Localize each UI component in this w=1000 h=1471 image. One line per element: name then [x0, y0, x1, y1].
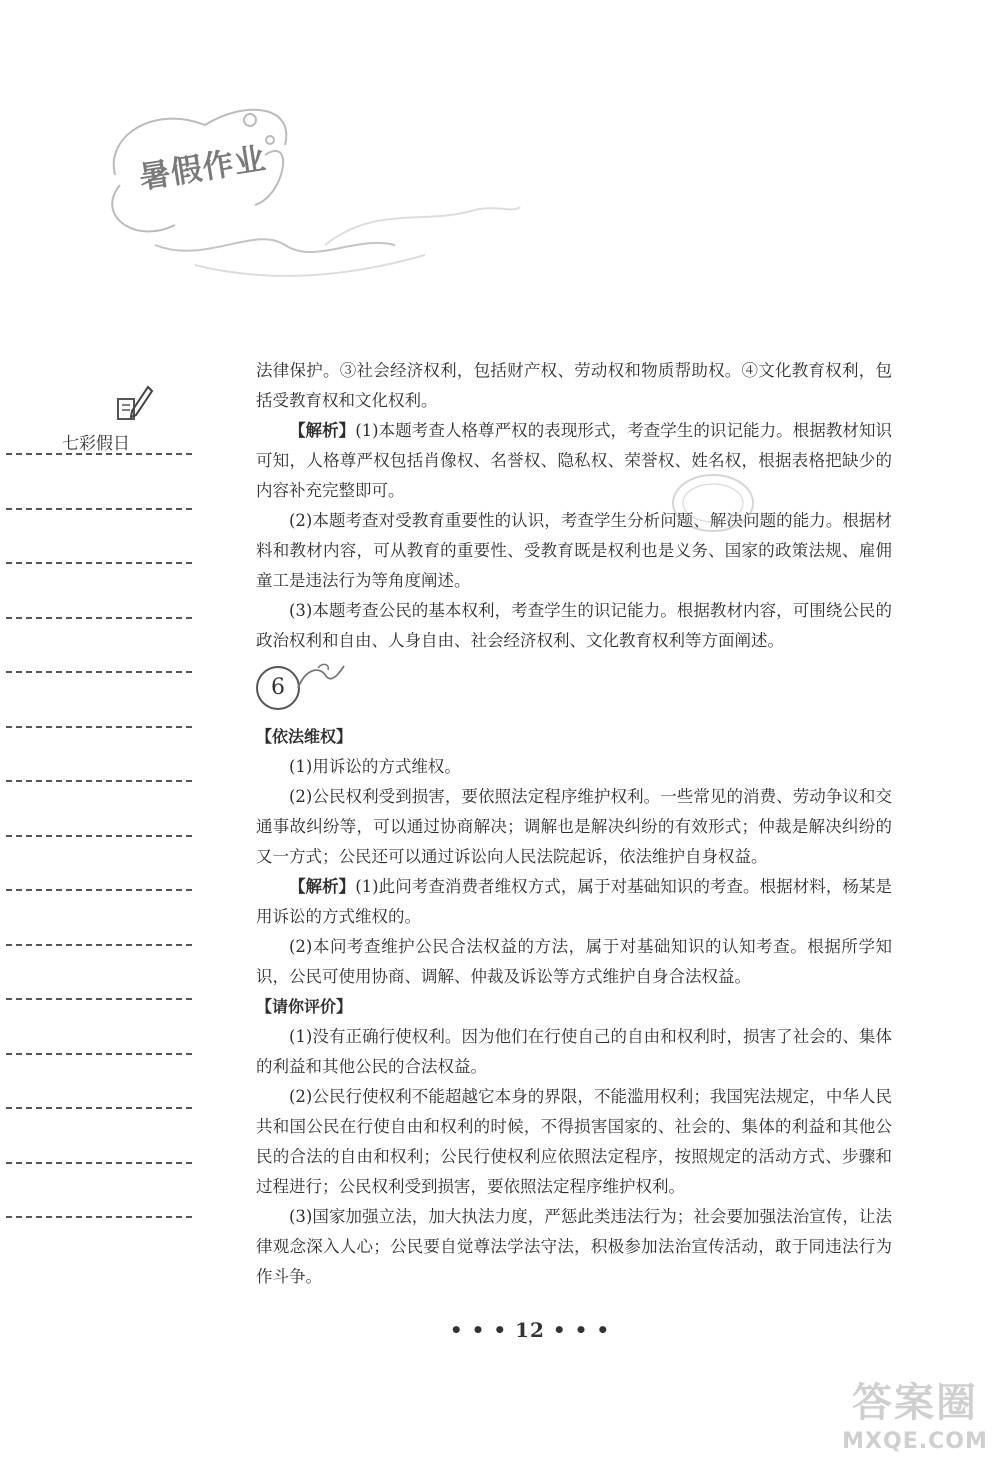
analysis-paragraph: 【解析】(1)此问考查消费者维权方式，属于对基础知识的考查。根据材料，杨某是用诉讼的方式维权的。: [256, 877, 893, 926]
watermark-site: MXQE.COM: [842, 1429, 988, 1454]
note-line: [6, 508, 192, 510]
note-line: [6, 780, 192, 782]
header-ornament: [95, 95, 525, 295]
stamp-icon: [668, 468, 758, 538]
note-line: [6, 1053, 192, 1055]
answer-content: [256, 356, 892, 1292]
note-line: [6, 726, 192, 728]
watermark: [835, 1378, 995, 1468]
section-heading-evaluate: 【请你评价】: [256, 997, 353, 1016]
watermark-logo: 答案圈: [852, 1380, 978, 1426]
note-line: [6, 453, 192, 455]
note-line: [6, 998, 192, 1000]
sidebar-label: 七彩假日: [62, 434, 130, 454]
flourish-icon: [296, 662, 346, 692]
intro-paragraph: 法律保护。③社会经济权利，包括财产权、劳动权和物质帮助权。④文化教育权利，包括受教育权和文化权利。: [256, 361, 892, 410]
analysis-tag: 【解析】: [289, 421, 356, 440]
pen-notebook-icon: [112, 385, 154, 429]
note-line: [6, 1107, 192, 1109]
analysis-paragraph: (2)本问考查维护公民合法权益的方法，属于对基础知识的认知考查。根据所学知识，公民可使用协商、调解、仲裁及诉讼等方式维护自身合法权益。: [256, 937, 892, 986]
analysis-tag: 【解析】: [289, 877, 356, 896]
note-line: [6, 835, 192, 837]
header-title: 暑假作业: [136, 140, 269, 197]
section-heading-rights: 【依法维权】: [256, 727, 353, 746]
note-line: [6, 889, 192, 891]
note-line: [6, 1216, 192, 1218]
note-line: [6, 562, 192, 564]
analysis-paragraph: (2)本题考查对受教育重要性的认识，考查学生分析问题、解决问题的能力。根据材料和教材内容，可从教育的重要性、受教育既是权利也是义务、国家的政策法规、雇佣童工是违法行为等角度阐述。: [256, 511, 892, 590]
page-number: • • • 12 • • •: [449, 1318, 611, 1342]
answer-paragraph: (1)没有正确行使权利。因为他们在行使自己的自由和权利时，损害了社会的、集体的利益和其他公民的合法权益。: [256, 1027, 892, 1076]
section-number: 6: [256, 666, 300, 710]
analysis-paragraph: 【解析】(1)本题考查人格尊严权的表现形式，考查学生的识记能力。根据教材知识可知，人格尊严权包括肖像权、名誉权、隐私权、荣誉权、姓名权，根据表格把缺少的内容补充完整即可。: [256, 421, 893, 500]
answer-paragraph: (2)公民权利受到损害，要依照法定程序维护权利。一些常见的消费、劳动争议和交通事故纠纷等，可以通过协商解决；调解也是解决纠纷的有效形式；仲裁是解决纠纷的又一方式；公民还可以通过诉讼向人民法院起诉，依法维护自身权益。: [256, 787, 892, 866]
note-line: [6, 617, 192, 619]
section-marker: [256, 662, 892, 718]
notes-sidebar: [0, 385, 200, 1265]
note-line: [6, 671, 192, 673]
note-line: [6, 944, 192, 946]
answer-paragraph: (2)公民行使权利不能超越它本身的界限，不能滥用权利；我国宪法规定，中华人民共和国公民在行使自由和权利的时候，不得损害国家的、社会的、集体的利益和其他公民的合法的自由和权利；公民行使权利应依照法定程序，按照规定的活动方式、步骤和过程进行；公民权利受到损害，要依照法定程序维护权利。: [256, 1087, 892, 1196]
analysis-paragraph: (3)本题考查公民的基本权利，考查学生的识记能力。根据教材内容，可围绕公民的政治权利和自由、人身自由、社会经济权利、文化教育权利等方面阐述。: [256, 601, 892, 650]
answer-paragraph: (3)国家加强立法，加大执法力度，严惩此类违法行为；社会要加强法治宣传，让法律观念深入人心；公民要自觉尊法学法守法，积极参加法治宣传活动，敢于同违法行为作斗争。: [256, 1207, 892, 1286]
answer-paragraph: (1)用诉讼的方式维权。: [289, 757, 461, 776]
note-line: [6, 1162, 192, 1164]
